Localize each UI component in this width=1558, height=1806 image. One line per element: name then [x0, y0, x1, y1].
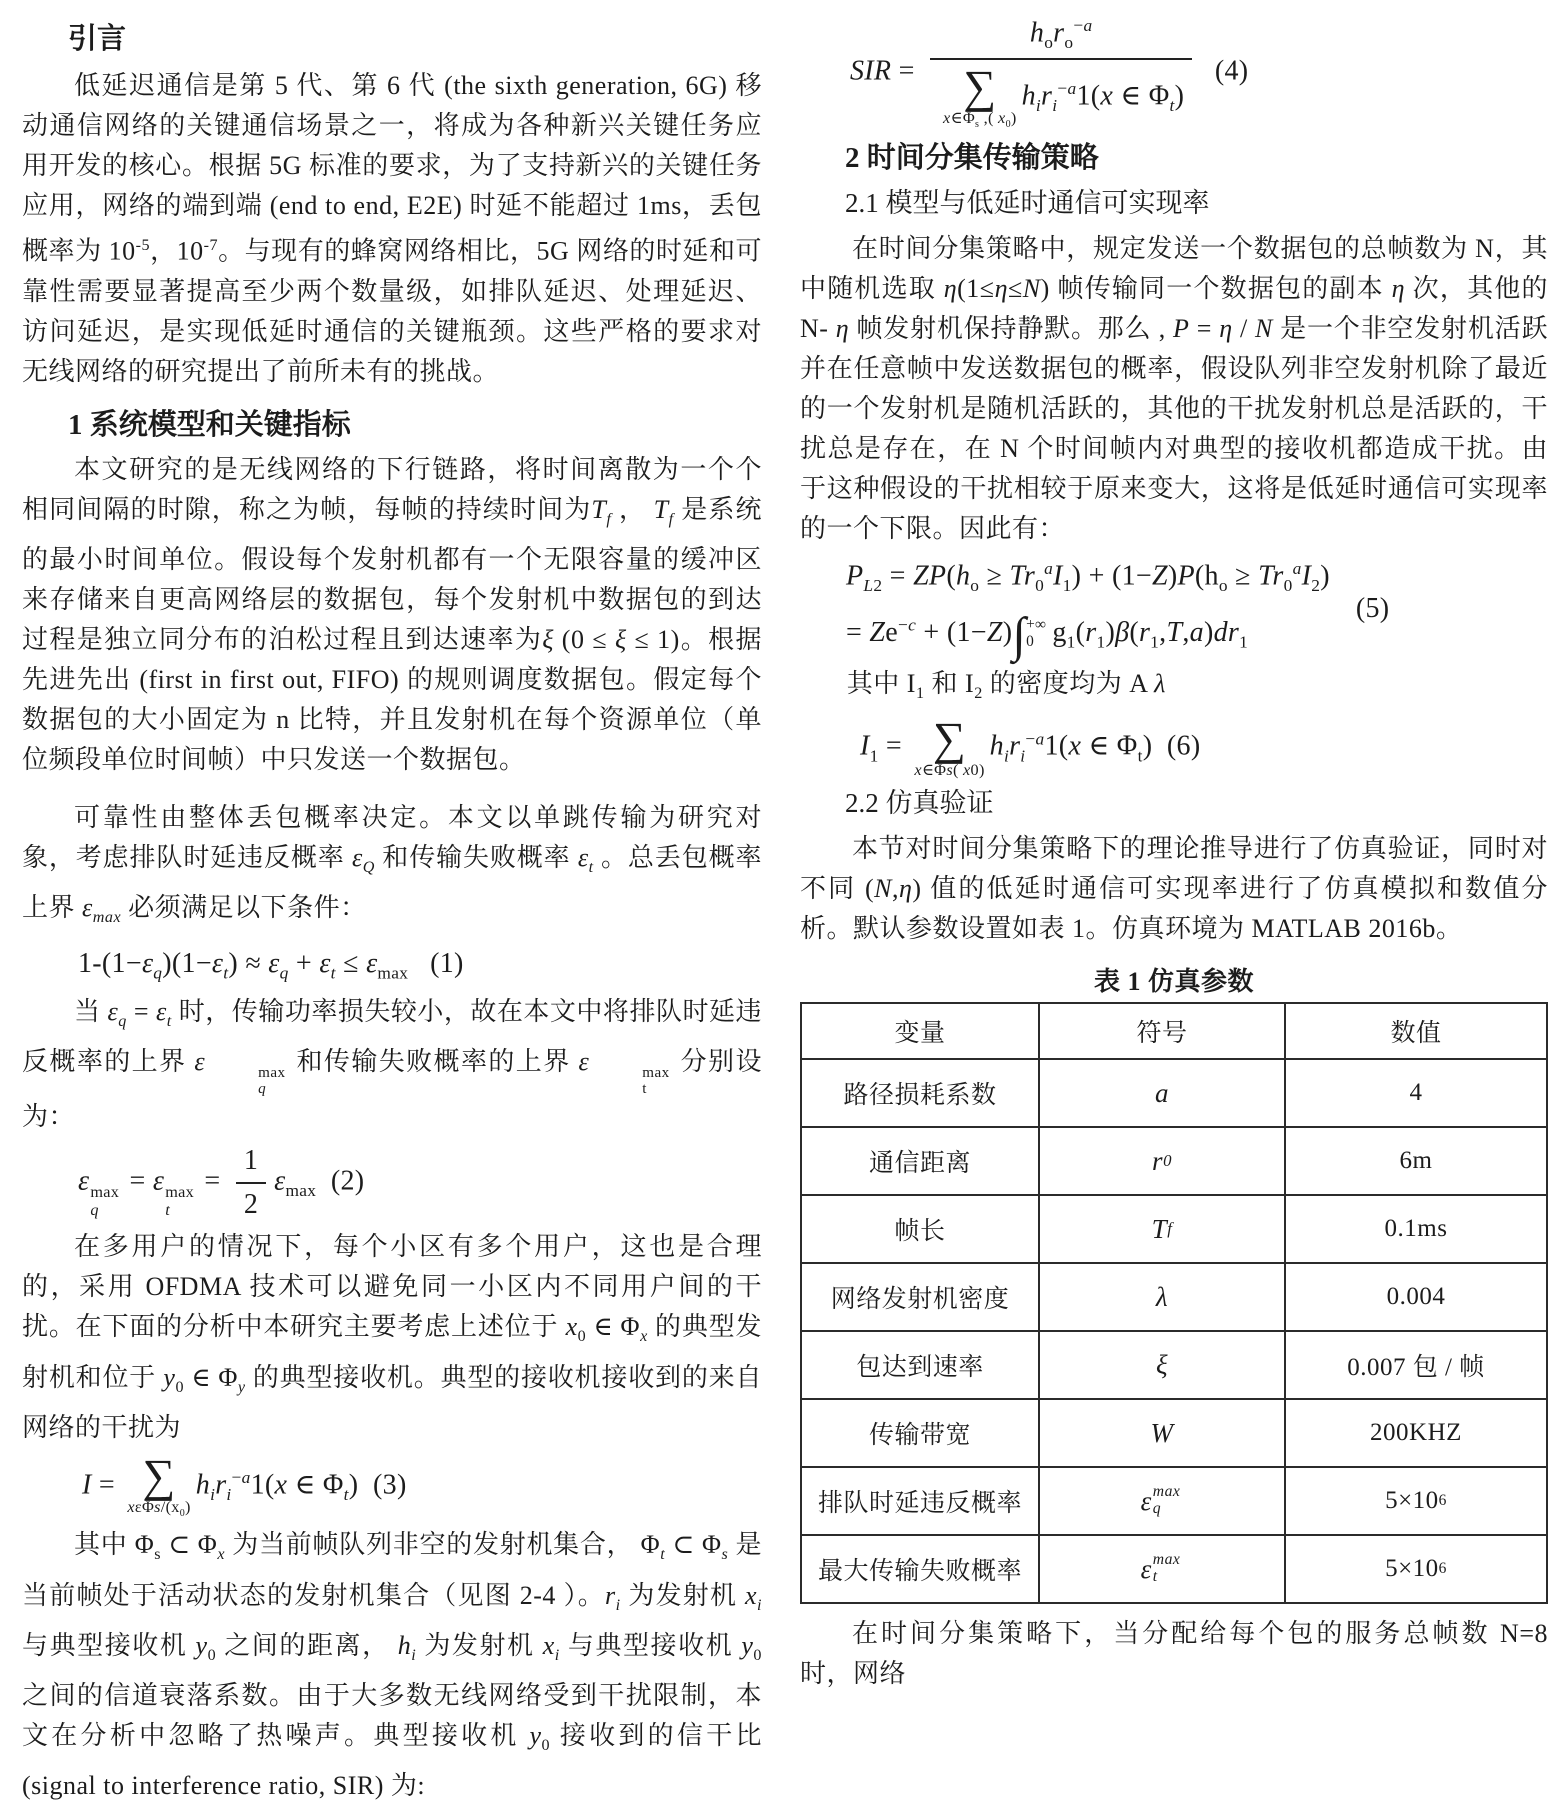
equation-5-line1: $P_{L2} = ZP(h_o \ge Tr_0^aI_1) + (1-Z)P(h_o \ge Tr_0^aI_2)$ [846, 558, 1330, 595]
section22-heading: 2.2 仿真验证 [845, 788, 994, 819]
section21-heading: 2.1 模型与低延时通信可实现率 [845, 187, 1210, 218]
table-header-value: 数值 [1284, 1004, 1546, 1058]
reliability-paragraph: 可靠性由整体丢包概率决定。本文以单跳传输为研究对象，考虑排队时延违反概率 $\varepsilon_Q$ 和传输失败概率 $\varepsilon_t$ 。总丢包概率上界 $\varepsilon_{max}$ 必须满足以下条件： [22, 802, 762, 927]
table1-caption: 表 1 仿真参数 [1093, 967, 1254, 997]
table-cell-symbol: ξ [1038, 1332, 1284, 1398]
table-row [802, 1330, 1546, 1398]
table-cell-symbol: a [1038, 1060, 1284, 1126]
right-column [800, 0, 1548, 1694]
table-cell-label: 路径损耗系数 [843, 1082, 997, 1110]
table-cell-value: 5×10 6 [1284, 1468, 1546, 1534]
table-cell-value: 4 [1284, 1060, 1546, 1126]
table-cell-symbol: T f [1038, 1196, 1284, 1262]
equation-3: I = ∑ xεΦs/$(x_0)$ $h_ir_i^{-a}1(x$ ∈ $\Phi_t$) (3) [82, 1449, 407, 1519]
table-row [802, 1194, 1546, 1262]
table-cell-value: 0.004 [1284, 1264, 1546, 1330]
table-header-variable: 变量 [894, 1020, 946, 1048]
phi-paragraph: 其中 $\Phi_s$ ⊂ $\Phi_x$ 为当前帧队列非空的发射机集合， $\Phi_t$ ⊂ $\Phi_s$ 是当前帧处于活动状态的发射机集合（见图 2-4 ）。$r_i$ 为发射机 $x_i$ 与典型接收机 $y_0$ 之间的距离， $h_i$ 为发射机 $x_i$ 与典型接收机 $y_0$ 之间的信道衰落系数。由于大多数无线网络受到干扰限制，本文在分析中忽略了热噪声。典型接收机 $y_0$ 接收到的信干比 (signal to interference ratio, SIR) 为: [22, 1530, 762, 1801]
system-model-paragraph: 本文研究的是无线网络的下行链路，将时间离散为一个个相同间隔的时隙，称之为帧，每帧的持续时间为$T_f$ ， $T_f$ 是系统的最小时间单位。假设每个发射机都有一个无限容量的缓冲区来存储来自更高网络层的数据包，每个发射机中数据包的到达过程是独立同分布的泊松过程且到达速率为ξ (0 ≤ ξ ≤ 1)。根据先进先出 (first in first out, FIFO) 的规则调度数据包。假定每个数据包的大小固定为 n 比特，并且发射机在每个资源单位（单位频段单位时间帧）中只发送一个数据包。 [22, 454, 762, 774]
equation-5-line2: = $Ze^{-c} + (1-Z)\int$ +∞ 0 $g_1(r_1)\beta(r_1,T,a)dr_1$ [846, 606, 1249, 662]
table-cell-label: 网络发射机密度 [830, 1286, 1010, 1314]
table-cell-label: 最大传输失败概率 [817, 1558, 1022, 1586]
simulation-paragraph: 本节对时间分集策略下的理论推导进行了仿真验证，同时对不同 (N,η) 值的低延时通信可实现率进行了仿真模拟和数值分析。默认参数设置如表 1。仿真环境为 MATLAB 2016b。 [800, 834, 1548, 944]
section2-heading: 2 时间分集传输策略 [845, 141, 1099, 174]
table-header-row [802, 1004, 1546, 1058]
table-cell-label: 通信距离 [868, 1150, 971, 1178]
left-column [22, 0, 762, 1806]
table-row [802, 1262, 1546, 1330]
table-cell-value: 0.1ms [1284, 1196, 1546, 1262]
table1 [800, 1002, 1548, 1604]
table-cell-label: 排队时延违反概率 [817, 1490, 1022, 1518]
intro-heading: 引言 [68, 23, 127, 55]
equation-1: $1-(1-\varepsilon_q)(1-\varepsilon_t) \approx \varepsilon_q + \varepsilon_t \le \varepsilon_{max}$ (1) [78, 948, 464, 983]
table-row [802, 1466, 1546, 1534]
section1-heading: 1 系统模型和关键指标 [68, 408, 351, 441]
equation-4: SIR = $h_or_o^{-a}$ ∑ $x\in\Phi_s$ ,( $x_0$) $h_ir_i^{-a}1(x$ ∈ $\Phi_t$) (4) [850, 16, 1249, 131]
table-cell-value: 5×10 6 [1284, 1536, 1546, 1602]
table-cell-symbol: ε max t [1038, 1536, 1284, 1602]
table-cell-value: 200KHZ [1284, 1400, 1546, 1466]
table-cell-label: 包达到速率 [856, 1354, 984, 1382]
table-cell-value: 0.007 包 / 帧 [1284, 1332, 1546, 1398]
table-cell-label: 帧长 [894, 1218, 946, 1246]
multiuser-paragraph: 在多用户的情况下，每个小区有多个用户，这也是合理的，采用 OFDMA 技术可以避免同一小区内不同用户间的干扰。在下面的分析中本研究主要考虑上述位于 $x_0$ ∈ $\Phi_x$ 的典型发射机和位于 $y_0$ ∈ $\Phi_y$ 的典型接收机。典型的接收机接收到的来自网络的干扰为 [22, 1232, 762, 1442]
intro-paragraph: 低延迟通信是第 5 代、第 6 代 (the sixth generation, 6G) 移动通信网络的关键通信场景之一，将成为各种新兴关键任务应用开发的核心。根据 5G 标准的要求，为了支持新兴的关键任务应用，网络的端到端 (end to end, E2E) 时延不能超过 1ms，丢包概率为 $10^{-5}$，$10^{-7}$。与现有的蜂窝网络相比，5G 网络的时延和可靠性需要显著提高至少两个数量级，如排队延迟、处理延迟、访问延迟，是实现低延时通信的关键瓶颈。这些严格的要求对无线网络的研究提出了前所未有的挑战。 [22, 71, 762, 386]
epsilon-paragraph: 当 $\varepsilon_q = \varepsilon_t$ 时，传输功率损失较小，故在本文中将排队时延违反概率的上界 ε max q 和传输失败概率的上界 ε max t 分别设为： [22, 996, 762, 1132]
equation-2: ε max q = ε max t = $\frac{1}{2}$ $\varepsilon_{max}$ (2) [78, 1145, 365, 1221]
density-note: 其中 $I_1$ 和 $I_2$ 的密度均为 A λ [846, 668, 1166, 702]
table-cell-symbol: W [1038, 1400, 1284, 1466]
equation-5-body [846, 558, 1330, 662]
table-row [802, 1058, 1546, 1126]
time-diversity-paragraph: 在时间分集策略中，规定发送一个数据包的总帧数为 N，其中随机选取 η(1≤η≤N) 帧传输同一个数据包的副本 η 次，其他的 N- η 帧发射机保持静默。那么 , P = η / N 是一个非空发射机活跃并在任意帧中发送数据包的概率，假设队列非空发射机除了最近的一个发射机是随机活跃的，其他的干扰发射机总是活跃的，干扰总是存在，在 N 个时间帧内对典型的接收机都造成干扰。由于这种假设的干扰相较于原来变大，这将是低延时通信可实现率的一个下限。因此有： [800, 233, 1548, 543]
equation-5 [800, 558, 1548, 662]
equation-6: $I_1$ = ∑ x∈Φs( x0) $h_ir_i^{-a}1(x$ ∈ $\Phi_t$) (6) [860, 712, 1201, 779]
table-cell-symbol: λ [1038, 1264, 1284, 1330]
table-cell-symbol: ε max q [1038, 1468, 1284, 1534]
table-row [802, 1398, 1546, 1466]
table-row [802, 1534, 1546, 1602]
table-row [802, 1126, 1546, 1194]
table-cell-symbol: r 0 [1038, 1128, 1284, 1194]
table-cell-label: 传输带宽 [868, 1422, 971, 1450]
table-header-symbol: 符号 [1038, 1004, 1284, 1058]
bottom-paragraph: 在时间分集策略下，当分配给每个包的服务总帧数 N=8 时，网络 [800, 1619, 1548, 1689]
table-cell-value: 6m [1284, 1128, 1546, 1194]
equation-5-number: (5) [1355, 592, 1390, 624]
